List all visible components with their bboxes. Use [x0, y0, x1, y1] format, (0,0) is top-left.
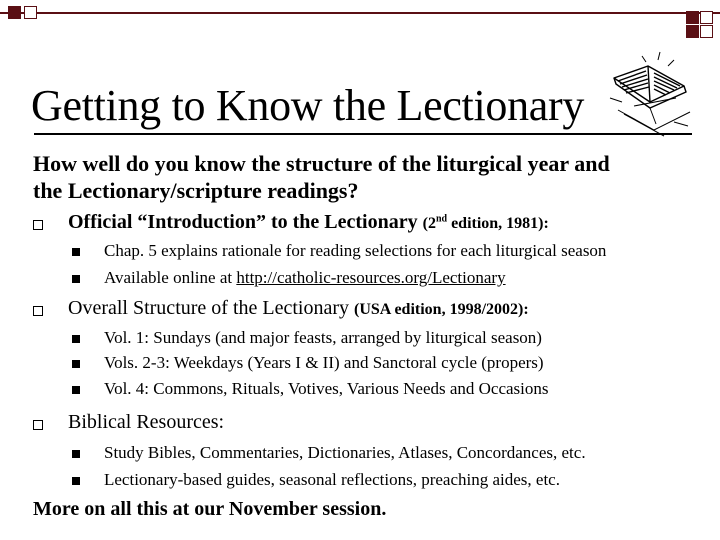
filled-square-bullet-icon	[72, 477, 80, 485]
intro-line-1: How well do you know the structure of the liturgical year and	[33, 151, 610, 176]
title-rule	[34, 133, 692, 135]
hollow-square-bullet-icon	[33, 420, 43, 430]
section-heading-note: (USA edition, 1998/2002):	[354, 301, 529, 318]
section-heading-text: Official “Introduction” to the Lectionary	[68, 211, 418, 233]
section-3-heading: Biblical Resources:	[68, 411, 225, 433]
section-heading-text: Overall Structure of the Lectionary	[68, 297, 349, 319]
square-icon	[24, 6, 37, 19]
square-icon	[700, 11, 713, 24]
list-item: Study Bibles, Commentaries, Dictionaries, Atlases, Concordances, etc.	[104, 443, 586, 462]
filled-square-bullet-icon	[72, 360, 80, 368]
hollow-square-bullet-icon	[33, 220, 43, 230]
list-item	[104, 268, 506, 288]
filled-square-bullet-icon	[72, 248, 80, 256]
lectionary-link[interactable]: http://catholic-resources.org/Lectionary	[236, 268, 506, 287]
list-item: Chap. 5 explains rationale for reading selections for each liturgical season	[104, 241, 607, 260]
intro-line-2: the Lectionary/scripture readings?	[33, 178, 359, 203]
list-item: Vol. 4: Commons, Rituals, Votives, Various Needs and Occasions	[104, 379, 549, 398]
list-item: Lectionary-based guides, seasonal reflections, preaching aides, etc.	[104, 470, 560, 489]
top-rule	[0, 12, 720, 14]
square-icon	[700, 25, 713, 38]
filled-square-bullet-icon	[72, 386, 80, 394]
open-book-icon	[604, 40, 694, 140]
slide-title: Getting to Know the Lectionary	[31, 81, 585, 130]
closing-note: More on all this at our November session.	[33, 498, 387, 520]
section-heading-note	[423, 215, 549, 232]
note-superscript: nd	[435, 213, 448, 225]
note-suffix: edition, 1981):	[447, 215, 549, 232]
list-item: Vol. 1: Sundays (and major feasts, arranged by liturgical season)	[104, 328, 542, 347]
section-1-heading	[68, 211, 549, 234]
square-icon	[686, 11, 699, 24]
filled-square-bullet-icon	[72, 450, 80, 458]
filled-square-bullet-icon	[72, 335, 80, 343]
list-item-text: Available online at	[104, 268, 237, 287]
square-icon	[8, 6, 21, 19]
list-item: Vols. 2-3: Weekdays (Years I & II) and Sanctoral cycle (propers)	[104, 353, 544, 372]
top-decoration-bar	[0, 0, 720, 40]
note-prefix: (2	[422, 215, 436, 232]
filled-square-bullet-icon	[72, 275, 80, 283]
hollow-square-bullet-icon	[33, 306, 43, 316]
section-2-heading	[68, 297, 529, 320]
square-icon	[686, 25, 699, 38]
